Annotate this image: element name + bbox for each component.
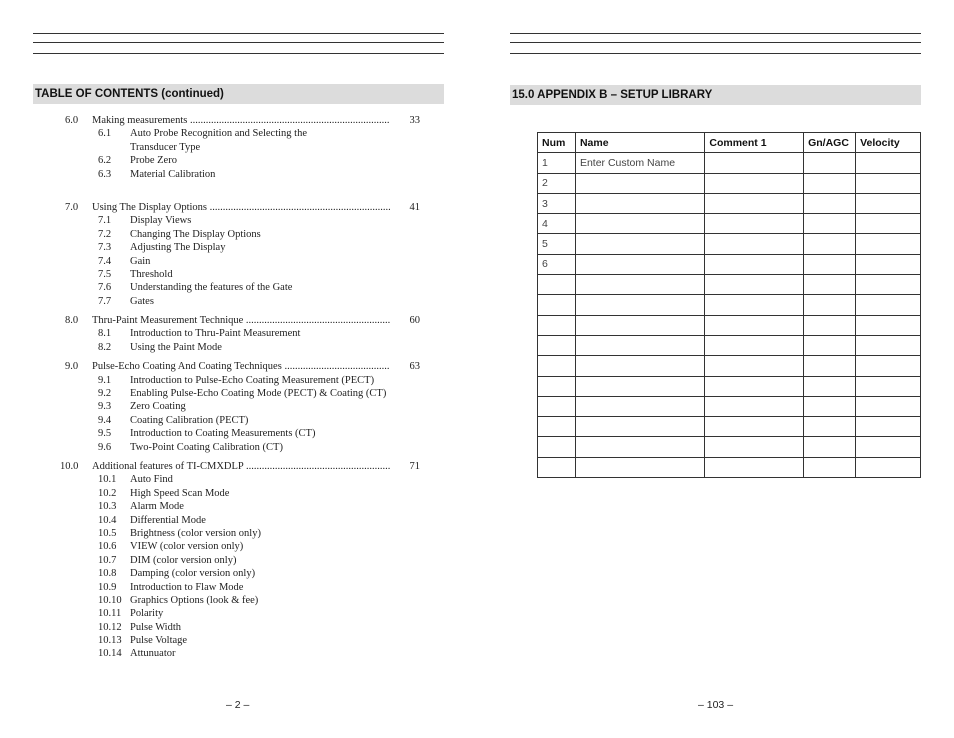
toc-subsection-number: 10.9 — [98, 581, 117, 593]
table-row — [538, 234, 921, 254]
toc-chapter-heading — [40, 201, 420, 214]
toc-chapter-heading — [40, 360, 420, 373]
toc-subsection — [40, 581, 420, 594]
cell-comment — [705, 234, 804, 254]
toc-chapter — [40, 114, 420, 181]
cell-comment — [705, 254, 804, 274]
toc-chapter-page: 71 — [409, 461, 420, 472]
toc-subsection — [40, 168, 420, 181]
cell-comment — [705, 356, 804, 376]
cell-name — [575, 315, 704, 335]
toc-subsection-title: Damping (color version only) — [130, 568, 256, 580]
toc-subsection-title: Enabling Pulse-Echo Coating Mode (PECT) & Coating (CT) — [130, 388, 387, 400]
toc-subsection-title: Introduction to Pulse-Echo Coating Measurement (PECT) — [130, 374, 375, 386]
cell-num — [538, 417, 576, 437]
toc-subsection-title: Graphics Options (look & fee) — [130, 594, 259, 606]
toc-subsection — [40, 473, 420, 486]
table-row — [538, 214, 921, 234]
toc-subsection — [40, 647, 420, 660]
cell-velocity — [856, 214, 921, 234]
cell-gain — [804, 457, 856, 477]
toc-subsection — [40, 228, 420, 241]
cell-num: 1 — [538, 153, 576, 173]
table-row — [538, 295, 921, 315]
right-top-rule — [510, 42, 921, 43]
toc-subsection-title: Understanding the features of the Gate — [130, 282, 293, 294]
toc-subsection-title: Brightness (color version only) — [130, 527, 261, 539]
cell-velocity — [856, 153, 921, 173]
left-top-rule — [33, 33, 444, 34]
cell-name — [575, 295, 704, 315]
table-header-row — [538, 133, 921, 153]
column-header-num: Num — [538, 133, 576, 153]
toc-subsection — [40, 255, 420, 268]
table-row — [538, 437, 921, 457]
cell-num: 6 — [538, 254, 576, 274]
toc-subsection — [40, 268, 420, 281]
table-row — [538, 275, 921, 295]
cell-name — [575, 193, 704, 213]
toc-chapter-page: 33 — [409, 115, 420, 126]
left-top-rule — [33, 42, 444, 43]
toc-subsection-number: 7.2 — [98, 228, 112, 240]
toc-subsection-number: 10.13 — [98, 635, 122, 647]
toc-chapter-page: 41 — [409, 201, 420, 213]
toc-subsection — [40, 241, 420, 254]
cell-velocity — [856, 193, 921, 213]
toc-subsection-number: 7.4 — [98, 255, 112, 267]
toc-chapter-title: Using The Display Options ..... — [92, 201, 390, 214]
toc-subsection-number: 7.7 — [98, 295, 112, 307]
toc-chapter-number: 10.0 — [60, 461, 79, 472]
toc-chapter — [40, 360, 420, 454]
cell-name — [575, 356, 704, 376]
cell-velocity — [856, 254, 921, 274]
toc-subsection — [40, 514, 420, 527]
cell-gain — [804, 376, 856, 396]
cell-gain — [804, 437, 856, 457]
cell-velocity — [856, 275, 921, 295]
toc-subsection — [40, 554, 420, 567]
toc-subsection-title: Two-Point Coating Calibration (CT) — [130, 441, 283, 453]
table-row — [538, 457, 921, 477]
toc-subsection-title: Auto Probe Recognition and Selecting the Transducer Type — [130, 128, 308, 153]
toc-subsection — [40, 607, 420, 620]
cell-num — [538, 376, 576, 396]
toc-subsection-number: 10.4 — [98, 514, 117, 526]
toc-chapter — [40, 201, 420, 308]
cell-name — [575, 417, 704, 437]
cell-num: 3 — [538, 193, 576, 213]
table-row — [538, 254, 921, 274]
toc-subsection — [40, 621, 420, 634]
toc-subsection — [40, 214, 420, 227]
column-header-velocity: Velocity — [856, 133, 921, 153]
cell-num — [538, 315, 576, 335]
toc-subsection-number: 7.1 — [98, 215, 112, 227]
cell-comment — [705, 396, 804, 416]
cell-num — [538, 275, 576, 295]
cell-velocity — [856, 376, 921, 396]
toc-chapter-title: Pulse-Echo Coating And Coating Techniques ..... — [92, 360, 390, 373]
toc-subsection-number: 10.11 — [98, 608, 122, 620]
toc-chapter-number: 7.0 — [65, 201, 79, 213]
toc-subsection — [40, 500, 420, 513]
toc-subsection-number: 10.6 — [98, 541, 117, 553]
cell-gain — [804, 315, 856, 335]
toc-subsection-number: 9.5 — [98, 428, 112, 440]
cell-velocity — [856, 437, 921, 457]
cell-gain — [804, 275, 856, 295]
toc-subsection-number: 10.3 — [98, 501, 117, 513]
toc-chapter-title: Additional features of TI-CMXDLP ..... — [92, 460, 390, 473]
cell-name: Enter Custom Name — [575, 153, 704, 173]
toc-subsection-number: 10.1 — [98, 474, 117, 486]
right-top-rule — [510, 33, 921, 34]
toc-subsection-title: Pulse Width — [130, 621, 182, 633]
cell-velocity — [856, 173, 921, 193]
cell-comment — [705, 275, 804, 295]
cell-name — [575, 457, 704, 477]
toc-subsection — [40, 487, 420, 500]
cell-comment — [705, 457, 804, 477]
cell-name — [575, 437, 704, 457]
toc-chapter-number: 9.0 — [65, 361, 79, 373]
toc-subsection-number: 7.5 — [98, 268, 112, 280]
toc-subsection-title: VIEW (color version only) — [130, 541, 244, 553]
cell-gain — [804, 153, 856, 173]
toc-subsection — [40, 127, 420, 154]
toc-subsection — [40, 594, 420, 607]
cell-num — [538, 457, 576, 477]
setup-library-table — [537, 132, 921, 478]
cell-gain — [804, 254, 856, 274]
toc-subsection-number: 10.2 — [98, 487, 117, 499]
toc-subsection-number: 9.3 — [98, 401, 112, 413]
toc-header: TABLE OF CONTENTS (continued) — [33, 84, 444, 104]
left-page-number: – 2 – — [226, 699, 250, 711]
cell-name — [575, 254, 704, 274]
cell-name — [575, 275, 704, 295]
toc-subsection-number: 10.7 — [98, 554, 117, 566]
column-header-comment: Comment 1 — [705, 133, 804, 153]
toc-subsection-number: 8.2 — [98, 341, 112, 353]
cell-gain — [804, 417, 856, 437]
toc-subsection-title: Threshold — [130, 268, 173, 280]
toc-subsection-title: Adjusting The Display — [130, 242, 226, 254]
cell-gain — [804, 234, 856, 254]
cell-gain — [804, 356, 856, 376]
cell-velocity — [856, 234, 921, 254]
cell-name — [575, 396, 704, 416]
toc-chapter-heading — [40, 460, 420, 473]
toc-subsection — [40, 327, 420, 340]
right-page-number: – 103 – — [698, 699, 734, 711]
table-row — [538, 335, 921, 355]
toc-subsection-title: Changing The Display Options — [130, 228, 261, 240]
toc-chapter-page: 60 — [409, 315, 420, 327]
toc-subsection-title: Using the Paint Mode — [130, 341, 222, 353]
cell-comment — [705, 417, 804, 437]
column-header-name: Name — [575, 133, 704, 153]
toc-subsection-number: 10.14 — [98, 648, 122, 660]
cell-comment — [705, 173, 804, 193]
toc-subsection-number: 10.12 — [98, 621, 122, 633]
cell-num — [538, 356, 576, 376]
toc-subsection — [40, 281, 420, 294]
table-row — [538, 356, 921, 376]
toc-subsection-number: 7.6 — [98, 282, 112, 294]
toc-subsection-number: 9.1 — [98, 374, 112, 386]
toc-chapter-heading — [40, 314, 420, 327]
toc-subsection-title: Introduction to Coating Measurements (CT) — [130, 428, 316, 440]
toc-subsection-title: Pulse Voltage — [130, 635, 188, 647]
cell-comment — [705, 295, 804, 315]
left-top-rule — [33, 53, 444, 54]
toc-subsection-title: DIM (color version only) — [130, 554, 237, 566]
toc-chapter-title: Making measurements ..... — [92, 114, 390, 127]
cell-gain — [804, 295, 856, 315]
table-row — [538, 153, 921, 173]
cell-num — [538, 335, 576, 355]
toc-subsection-title: Gain — [130, 255, 151, 267]
cell-velocity — [856, 295, 921, 315]
toc-subsection-title: Alarm Mode — [130, 501, 184, 513]
toc-subsection — [40, 634, 420, 647]
table-row — [538, 417, 921, 437]
table-row — [538, 193, 921, 213]
toc-subsection — [40, 341, 420, 354]
table-row — [538, 315, 921, 335]
toc-subsection-number: 10.10 — [98, 594, 122, 606]
toc-subsection — [40, 567, 420, 580]
table-row — [538, 376, 921, 396]
cell-num: 2 — [538, 173, 576, 193]
toc-subsection — [40, 374, 420, 387]
toc-subsection-title: Gates — [130, 295, 154, 307]
cell-num: 4 — [538, 214, 576, 234]
toc-subsection — [40, 527, 420, 540]
cell-velocity — [856, 396, 921, 416]
cell-velocity — [856, 417, 921, 437]
toc-subsection-number: 7.3 — [98, 242, 112, 254]
toc-subsection-title: Polarity — [130, 608, 164, 620]
cell-velocity — [856, 335, 921, 355]
toc-subsection-title: Display Views — [130, 215, 192, 227]
toc-chapter-heading — [40, 114, 420, 127]
table-row — [538, 396, 921, 416]
cell-num — [538, 396, 576, 416]
toc-subsection-title: Attunuator — [130, 648, 176, 660]
cell-num — [538, 295, 576, 315]
toc-subsection — [40, 387, 420, 400]
toc-subsection-number: 9.4 — [98, 414, 112, 426]
cell-velocity — [856, 356, 921, 376]
toc-subsection — [40, 427, 420, 440]
toc-subsection-number: 9.6 — [98, 441, 112, 453]
toc-subsection-title: Coating Calibration (PECT) — [130, 414, 249, 426]
toc-chapter — [40, 460, 420, 661]
toc-subsection-title: Introduction to Thru-Paint Measurement — [130, 328, 301, 340]
cell-gain — [804, 335, 856, 355]
cell-num — [538, 437, 576, 457]
cell-gain — [804, 193, 856, 213]
toc-subsection-number: 8.1 — [98, 328, 112, 340]
cell-comment — [705, 376, 804, 396]
toc-subsection-number: 6.1 — [98, 128, 112, 140]
cell-num: 5 — [538, 234, 576, 254]
toc-subsection-number: 6.2 — [98, 155, 112, 167]
toc-subsection-number: 10.5 — [98, 527, 117, 539]
toc-subsection — [40, 154, 420, 167]
table-row — [538, 173, 921, 193]
cell-velocity — [856, 315, 921, 335]
cell-comment — [705, 153, 804, 173]
toc-subsection-title: Probe Zero — [130, 155, 177, 167]
cell-name — [575, 173, 704, 193]
toc-subsection-title: High Speed Scan Mode — [130, 487, 230, 499]
toc-subsection-number: 10.8 — [98, 568, 117, 580]
cell-comment — [705, 315, 804, 335]
toc-subsection-title: Zero Coating — [130, 401, 186, 413]
toc-subsection-title: Auto Find — [130, 474, 173, 486]
cell-comment — [705, 193, 804, 213]
cell-gain — [804, 396, 856, 416]
toc-subsection — [40, 540, 420, 553]
toc-subsection — [40, 441, 420, 454]
toc-subsection — [40, 295, 420, 308]
appendix-header: 15.0 APPENDIX B – SETUP LIBRARY — [510, 85, 921, 105]
cell-gain — [804, 214, 856, 234]
toc-chapter — [40, 314, 420, 354]
cell-comment — [705, 437, 804, 457]
toc-chapter-number: 8.0 — [65, 315, 79, 327]
toc-chapter-title: Thru-Paint Measurement Technique ..... — [92, 314, 390, 327]
toc-subsection-title: Material Calibration — [130, 168, 216, 180]
table-of-contents — [40, 114, 420, 661]
toc-subsection — [40, 414, 420, 427]
cell-velocity — [856, 457, 921, 477]
toc-chapter-page: 63 — [409, 361, 420, 373]
cell-gain — [804, 173, 856, 193]
cell-comment — [705, 335, 804, 355]
column-header-gain: Gn/AGC — [804, 133, 856, 153]
toc-subsection-number: 6.3 — [98, 168, 112, 180]
cell-name — [575, 214, 704, 234]
toc-subsection-number: 9.2 — [98, 388, 112, 400]
toc-subsection — [40, 400, 420, 413]
cell-name — [575, 376, 704, 396]
toc-subsection-title: Introduction to Flaw Mode — [130, 581, 244, 593]
right-top-rule — [510, 53, 921, 54]
cell-name — [575, 335, 704, 355]
toc-chapter-number: 6.0 — [65, 115, 79, 126]
toc-subsection-title: Differential Mode — [130, 514, 206, 526]
cell-comment — [705, 214, 804, 234]
cell-name — [575, 234, 704, 254]
